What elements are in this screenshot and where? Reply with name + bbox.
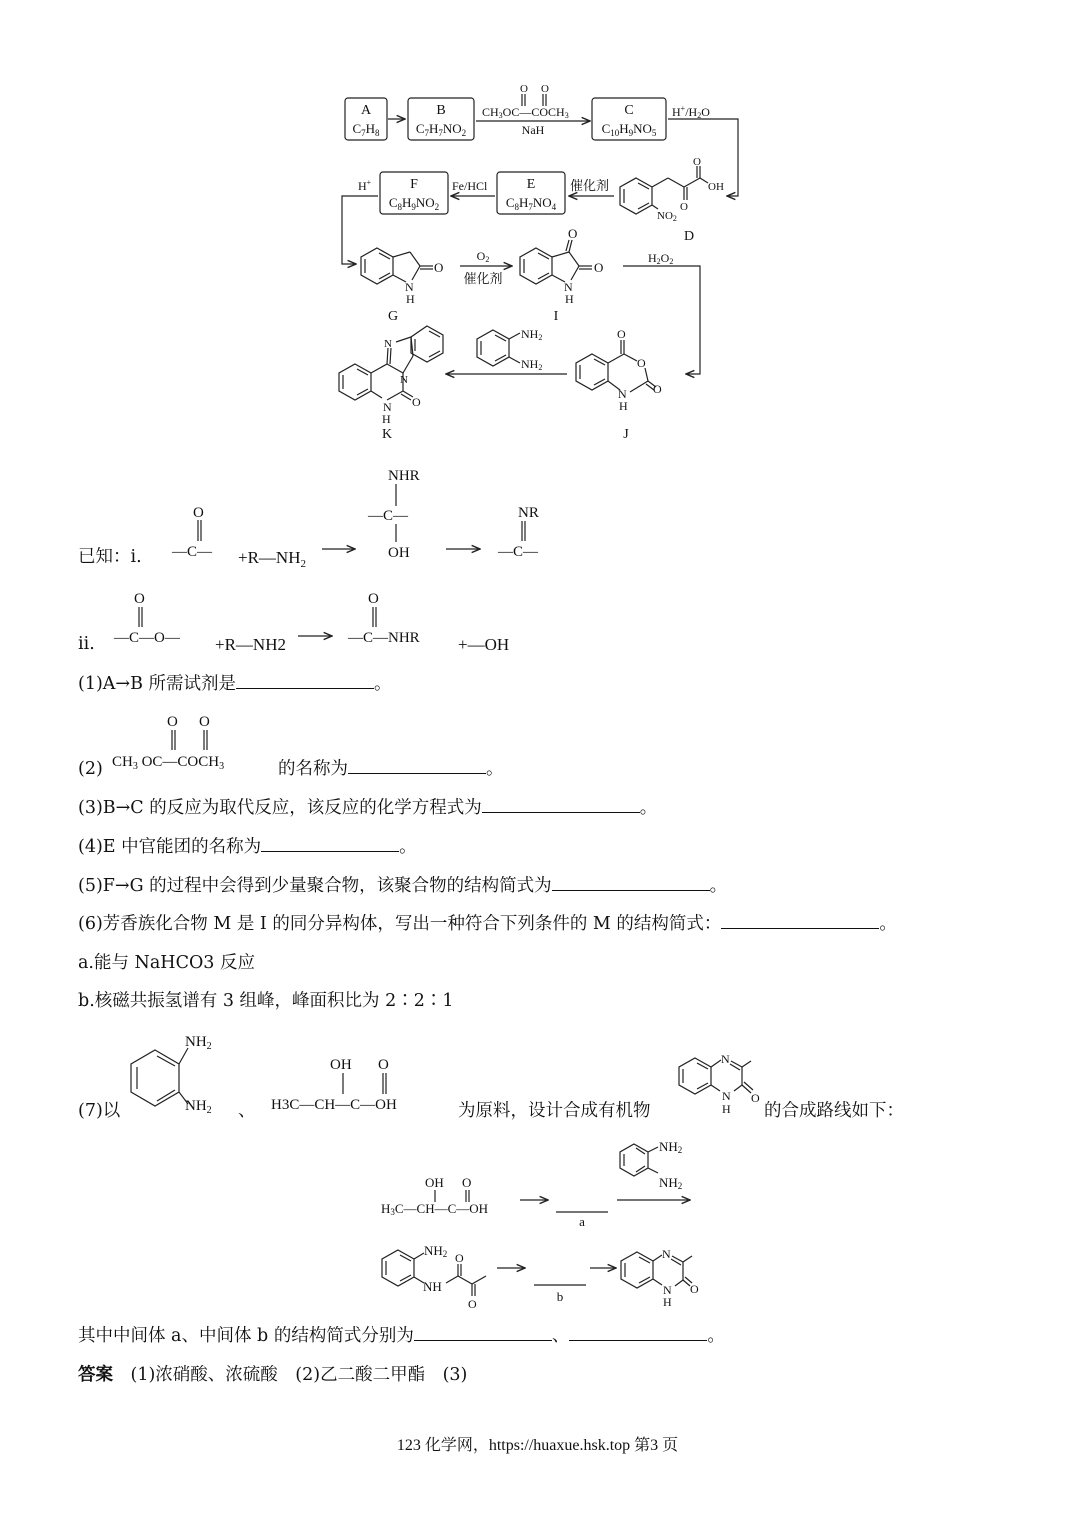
svg-text:OH: OH: [708, 181, 724, 193]
label-G: G: [387, 309, 399, 324]
svg-text:O: O: [751, 1091, 760, 1105]
svg-text:NH: NH: [423, 1279, 442, 1294]
label-B: B: [436, 103, 446, 118]
label-D: D: [683, 229, 695, 244]
known-i-nr: NR: [518, 505, 539, 521]
svg-text:O: O: [690, 1282, 699, 1296]
question-5: (5)F→G 的过程中会得到少量聚合物，该聚合物的结构简式为 。: [78, 876, 728, 896]
label-J: J: [623, 427, 629, 442]
reagent-hydrolysis: H+/H2O: [672, 104, 710, 120]
label-E: E: [526, 177, 536, 192]
svg-text:N: N: [405, 280, 414, 294]
svg-text:NO2: NO2: [657, 210, 677, 223]
question-2-tail: 的名称为 。: [278, 759, 504, 779]
svg-text:N: N: [722, 1089, 731, 1103]
answer-line: [78, 1364, 467, 1386]
svg-text:H: H: [565, 292, 574, 306]
answer-blank-7a[interactable]: [414, 1326, 552, 1341]
reagent-catalyst-2: 催化剂: [463, 271, 503, 286]
answer-blank-4[interactable]: [261, 837, 399, 852]
svg-text:H: H: [619, 399, 628, 413]
q7-lactic-acid: [271, 1057, 397, 1113]
label-I: I: [553, 309, 559, 324]
svg-text:N: N: [721, 1052, 730, 1066]
svg-text:O: O: [468, 1297, 477, 1311]
answer-blank-1[interactable]: [236, 674, 374, 689]
reagent-acid: H+: [358, 178, 372, 193]
q7-route-row2: [382, 1243, 699, 1311]
label-F: F: [410, 177, 418, 192]
svg-text:OH: OH: [425, 1175, 444, 1190]
svg-text:N: N: [564, 280, 573, 294]
structure-J: [576, 327, 662, 413]
known-ii-product: —C—NHR: [348, 630, 420, 646]
known-i-nhr: NHR: [388, 468, 420, 484]
q7-phenylenediamine: [131, 1034, 212, 1116]
svg-text:O: O: [693, 156, 701, 168]
svg-text:—C—: —C—: [498, 544, 539, 560]
svg-text:H: H: [663, 1295, 672, 1309]
svg-text:NH2: NH2: [659, 1139, 683, 1155]
reagent-O2: O2: [476, 249, 490, 264]
svg-text:O: O: [653, 382, 662, 396]
known-ii-label: ⅱ.: [78, 634, 95, 654]
svg-text:H: H: [382, 412, 391, 426]
svg-text:N: N: [662, 1247, 671, 1261]
svg-text:H3C—CH—C—OH: H3C—CH—C—OH: [271, 1097, 397, 1113]
reagent-phenylenediamine: [477, 327, 542, 372]
formula-E: $C_8H_7NO_4$: [505, 195, 557, 212]
svg-text:NH2: NH2: [424, 1243, 448, 1259]
svg-text:CH3 OC—COCH3: $CH_3$ $OC—COCH_3$: [112, 754, 225, 772]
svg-text:O: O: [680, 201, 688, 213]
known-ii-byproduct: +—OH: [458, 635, 510, 654]
label-C: C: [624, 103, 634, 118]
answer-blank-7b[interactable]: [569, 1326, 707, 1341]
question-1: (1)A→B 所需试剂是 。: [78, 674, 392, 694]
svg-text:O: O: [412, 395, 421, 409]
known-intro: 已知：ⅰ.: [78, 547, 142, 567]
svg-text:O: O: [434, 260, 444, 275]
svg-text:O: O: [455, 1251, 464, 1265]
condition-a: a.能与 NaHCO3 反应: [78, 953, 255, 973]
label-K: K: [381, 427, 393, 442]
svg-text:NH2: $NH_2$: [185, 1098, 212, 1116]
question-6: (6)芳香族化合物 M 是 I 的同分异构体，写出一种符合下列条件的 M 的结构简式： 。: [78, 914, 897, 934]
question-3: (3)B→C 的反应为取代反应，该反应的化学方程式为 。: [78, 798, 658, 818]
answer-blank-3[interactable]: [482, 798, 640, 813]
formula-B: $C_7H_7NO_2$: [415, 121, 467, 138]
svg-text:—C—: —C—: [172, 544, 213, 560]
formula-F: $C_8H_9NO_2$: [388, 195, 440, 212]
structure-I: [520, 226, 603, 306]
svg-text:O: O: [378, 1057, 389, 1073]
reagent-FeHCl: Fe/HCl: [452, 179, 488, 193]
answer-blank-2[interactable]: [348, 759, 486, 774]
svg-text:NH2: NH2: [521, 327, 543, 342]
svg-text:O: O: [637, 356, 646, 370]
question-7-pre: (7)以: [78, 1101, 121, 1121]
known-i-reagent: $+R—NH_2$: [238, 548, 306, 570]
svg-text:NH2: NH2: [659, 1175, 683, 1191]
q7-quinoxalinone: [679, 1052, 760, 1116]
known-i-oh: OH: [388, 545, 410, 561]
svg-text:O: O: [568, 226, 578, 241]
q2-formula: [112, 714, 224, 772]
svg-text:O: O: [617, 327, 626, 341]
condition-b: b.核磁共振氢谱有 3 组峰，峰面积比为 2∶2∶1: [78, 991, 454, 1011]
svg-text:O: O: [167, 714, 178, 730]
question-7-sep: 、: [238, 1101, 256, 1121]
svg-text:O: O: [594, 260, 604, 275]
svg-text:a: a: [579, 1214, 585, 1229]
answer-text: (1)浓硝酸、浓硫酸 (2)乙二酸二甲酯 (3): [130, 1365, 468, 1385]
question-7-final: 其中中间体 a、中间体 b 的结构简式分别为 、 。: [78, 1326, 725, 1346]
known-i-mid: —C—: [368, 508, 409, 524]
svg-text:b: b: [556, 1289, 564, 1304]
svg-text:N: N: [618, 387, 627, 401]
svg-text:H: H: [406, 292, 415, 306]
question-7-post: 的合成路线如下：: [764, 1101, 904, 1121]
svg-text:N: N: [663, 1283, 672, 1297]
formula-C: $C_{10}H_9NO_5$: [601, 121, 657, 138]
svg-text:—C—O—: —C—O—: [114, 630, 180, 646]
svg-text:O: O: [368, 591, 379, 607]
svg-text:NH2: $NH_2$: [185, 1034, 212, 1052]
svg-text:O: O: [541, 83, 549, 95]
question-4: (4)E 中官能团的名称为 。: [78, 837, 417, 857]
structure-G: [361, 248, 443, 306]
formula-A: $C_7H_8$: [352, 121, 380, 138]
known-ii-reagent: +R—NH2: [215, 635, 286, 654]
svg-text:N: N: [400, 374, 408, 386]
question-2: (2): [78, 759, 103, 779]
svg-text:OH: OH: [330, 1057, 352, 1073]
svg-text:O: O: [193, 505, 204, 521]
reagent-NaH: NaH: [521, 123, 545, 137]
svg-text:N: N: [383, 400, 392, 414]
label-A: A: [360, 103, 372, 118]
svg-text:O: O: [199, 714, 210, 730]
svg-text:N: N: [384, 338, 392, 350]
known-ii-structures: [113, 591, 509, 654]
svg-text:H: H: [722, 1102, 731, 1116]
answer-blank-5[interactable]: [552, 876, 710, 891]
known-i-structures: [171, 468, 539, 570]
reagent-H2O2: H2O2: [648, 251, 674, 266]
reagent-oxalate: CH3OC—COCH3: [482, 105, 569, 120]
svg-text:O: O: [520, 83, 528, 95]
answer-label: 答案: [78, 1365, 113, 1385]
svg-text:H3C—CH—C—OH: H3C—CH—C—OH: [381, 1201, 489, 1217]
answer-blank-6[interactable]: [721, 914, 879, 929]
svg-text:NH2: NH2: [521, 357, 543, 372]
page-footer: 123 化学网，https://huaxue.hsk.top 第3 页: [396, 1437, 679, 1454]
svg-text:O: O: [134, 591, 145, 607]
reagent-catalyst-1: 催化剂: [570, 178, 610, 193]
structure-D: [620, 156, 724, 223]
question-7-mid: 为原料，设计合成有机物: [458, 1101, 651, 1121]
q7-route-row1: [381, 1139, 690, 1229]
svg-text:O: O: [462, 1175, 472, 1190]
structure-K: [339, 326, 443, 426]
